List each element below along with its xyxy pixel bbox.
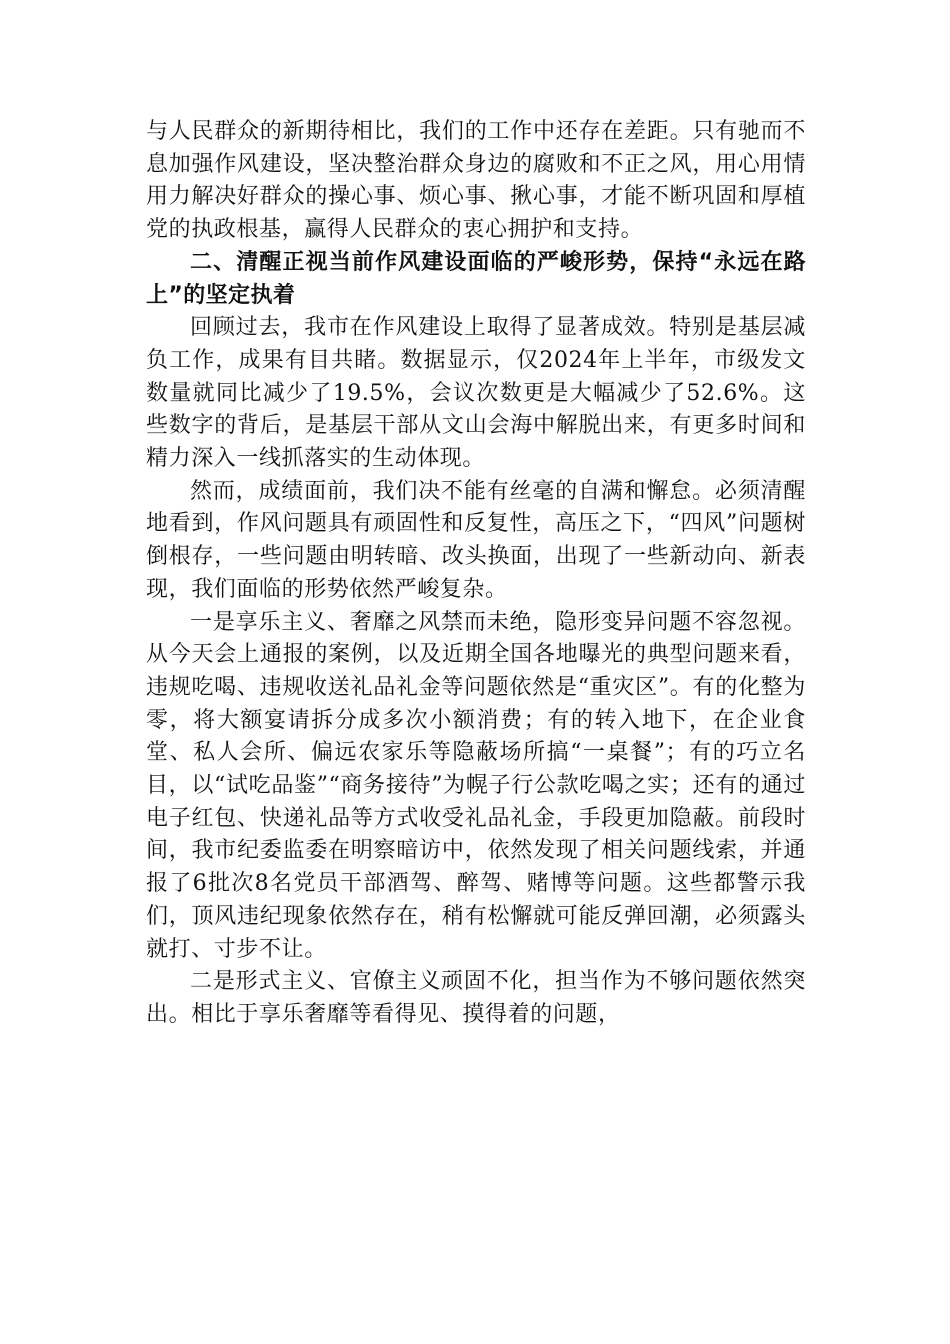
document-page (146, 116, 806, 1032)
point-two-body: 相比于享乐奢靡等看得见、摸得着的问题， (191, 1001, 621, 1027)
paragraph-achievements: 回顾过去，我市在作风建设上取得了显著成效。特别是基层减负工作，成果有目共睹。数据显示，仅2024年上半年，市级发文数量就同比减少了19.5%，会议次数更是大幅减少了52.6%。这些数字的背后，是基层干部从文山会海中解脱出来，有更多时间和精力深入一线抓落实的生动体现。 (146, 315, 806, 472)
paragraph-point-one (146, 607, 806, 967)
point-one-lead: 一是享乐主义、奢靡之风禁而未绝，隐形变异问题不容忽视。 (190, 609, 806, 635)
point-two-lead: 二是形式主义、官僚主义顽固不化，担当作为不够问题依然突出。 (146, 969, 806, 1027)
paragraph-however: 然而，成绩面前，我们决不能有丝毫的自满和懈怠。必须清醒地看到，作风问题具有顽固性和反复性，高压之下，“四风”问题树倒根存，一些问题由明转暗、改头换面，出现了一些新动向、新表现，我们面临的形势依然严峻复杂。 (146, 478, 806, 602)
paragraph-point-two (146, 966, 806, 1031)
section-heading: 二、清醒正视当前作风建设面临的严峻形势，保持“永远在路上”的坚定执着 (146, 249, 806, 308)
paragraph-continuation: 与人民群众的新期待相比，我们的工作中还存在差距。只有驰而不息加强作风建设，坚决整治群众身边的腐败和不正之风，用心用情用力解决好群众的操心事、烦心事、揪心事，才能不断巩固和厚植党的执政根基，赢得人民群众的衷心拥护和支持。 (146, 119, 806, 243)
point-one-body: 从今天会上通报的案例，以及近期全国各地曝光的典型问题来看，违规吃喝、违规收送礼品礼金等问题依然是“重灾区”。有的化整为零，将大额宴请拆分成多次小额消费；有的转入地下，在企业食堂、私人会所、偏远农家乐等隐蔽场所搞“一桌餐”；有的巧立名目，以“试吃品鉴”“商务接待”为幌子行公款吃喝之实；还有的通过电子红包、快递礼品等方式收受礼品礼金，手段更加隐蔽。前段时间，我市纪委监委在明察暗访中，依然发现了相关问题线索，并通报了6批次8名党员干部酒驾、醉驾、赌博等问题。这些都警示我们，顶风违纪现象依然存在，稍有松懈就可能反弹回潮，必须露头就打、寸步不让。 (146, 642, 806, 962)
